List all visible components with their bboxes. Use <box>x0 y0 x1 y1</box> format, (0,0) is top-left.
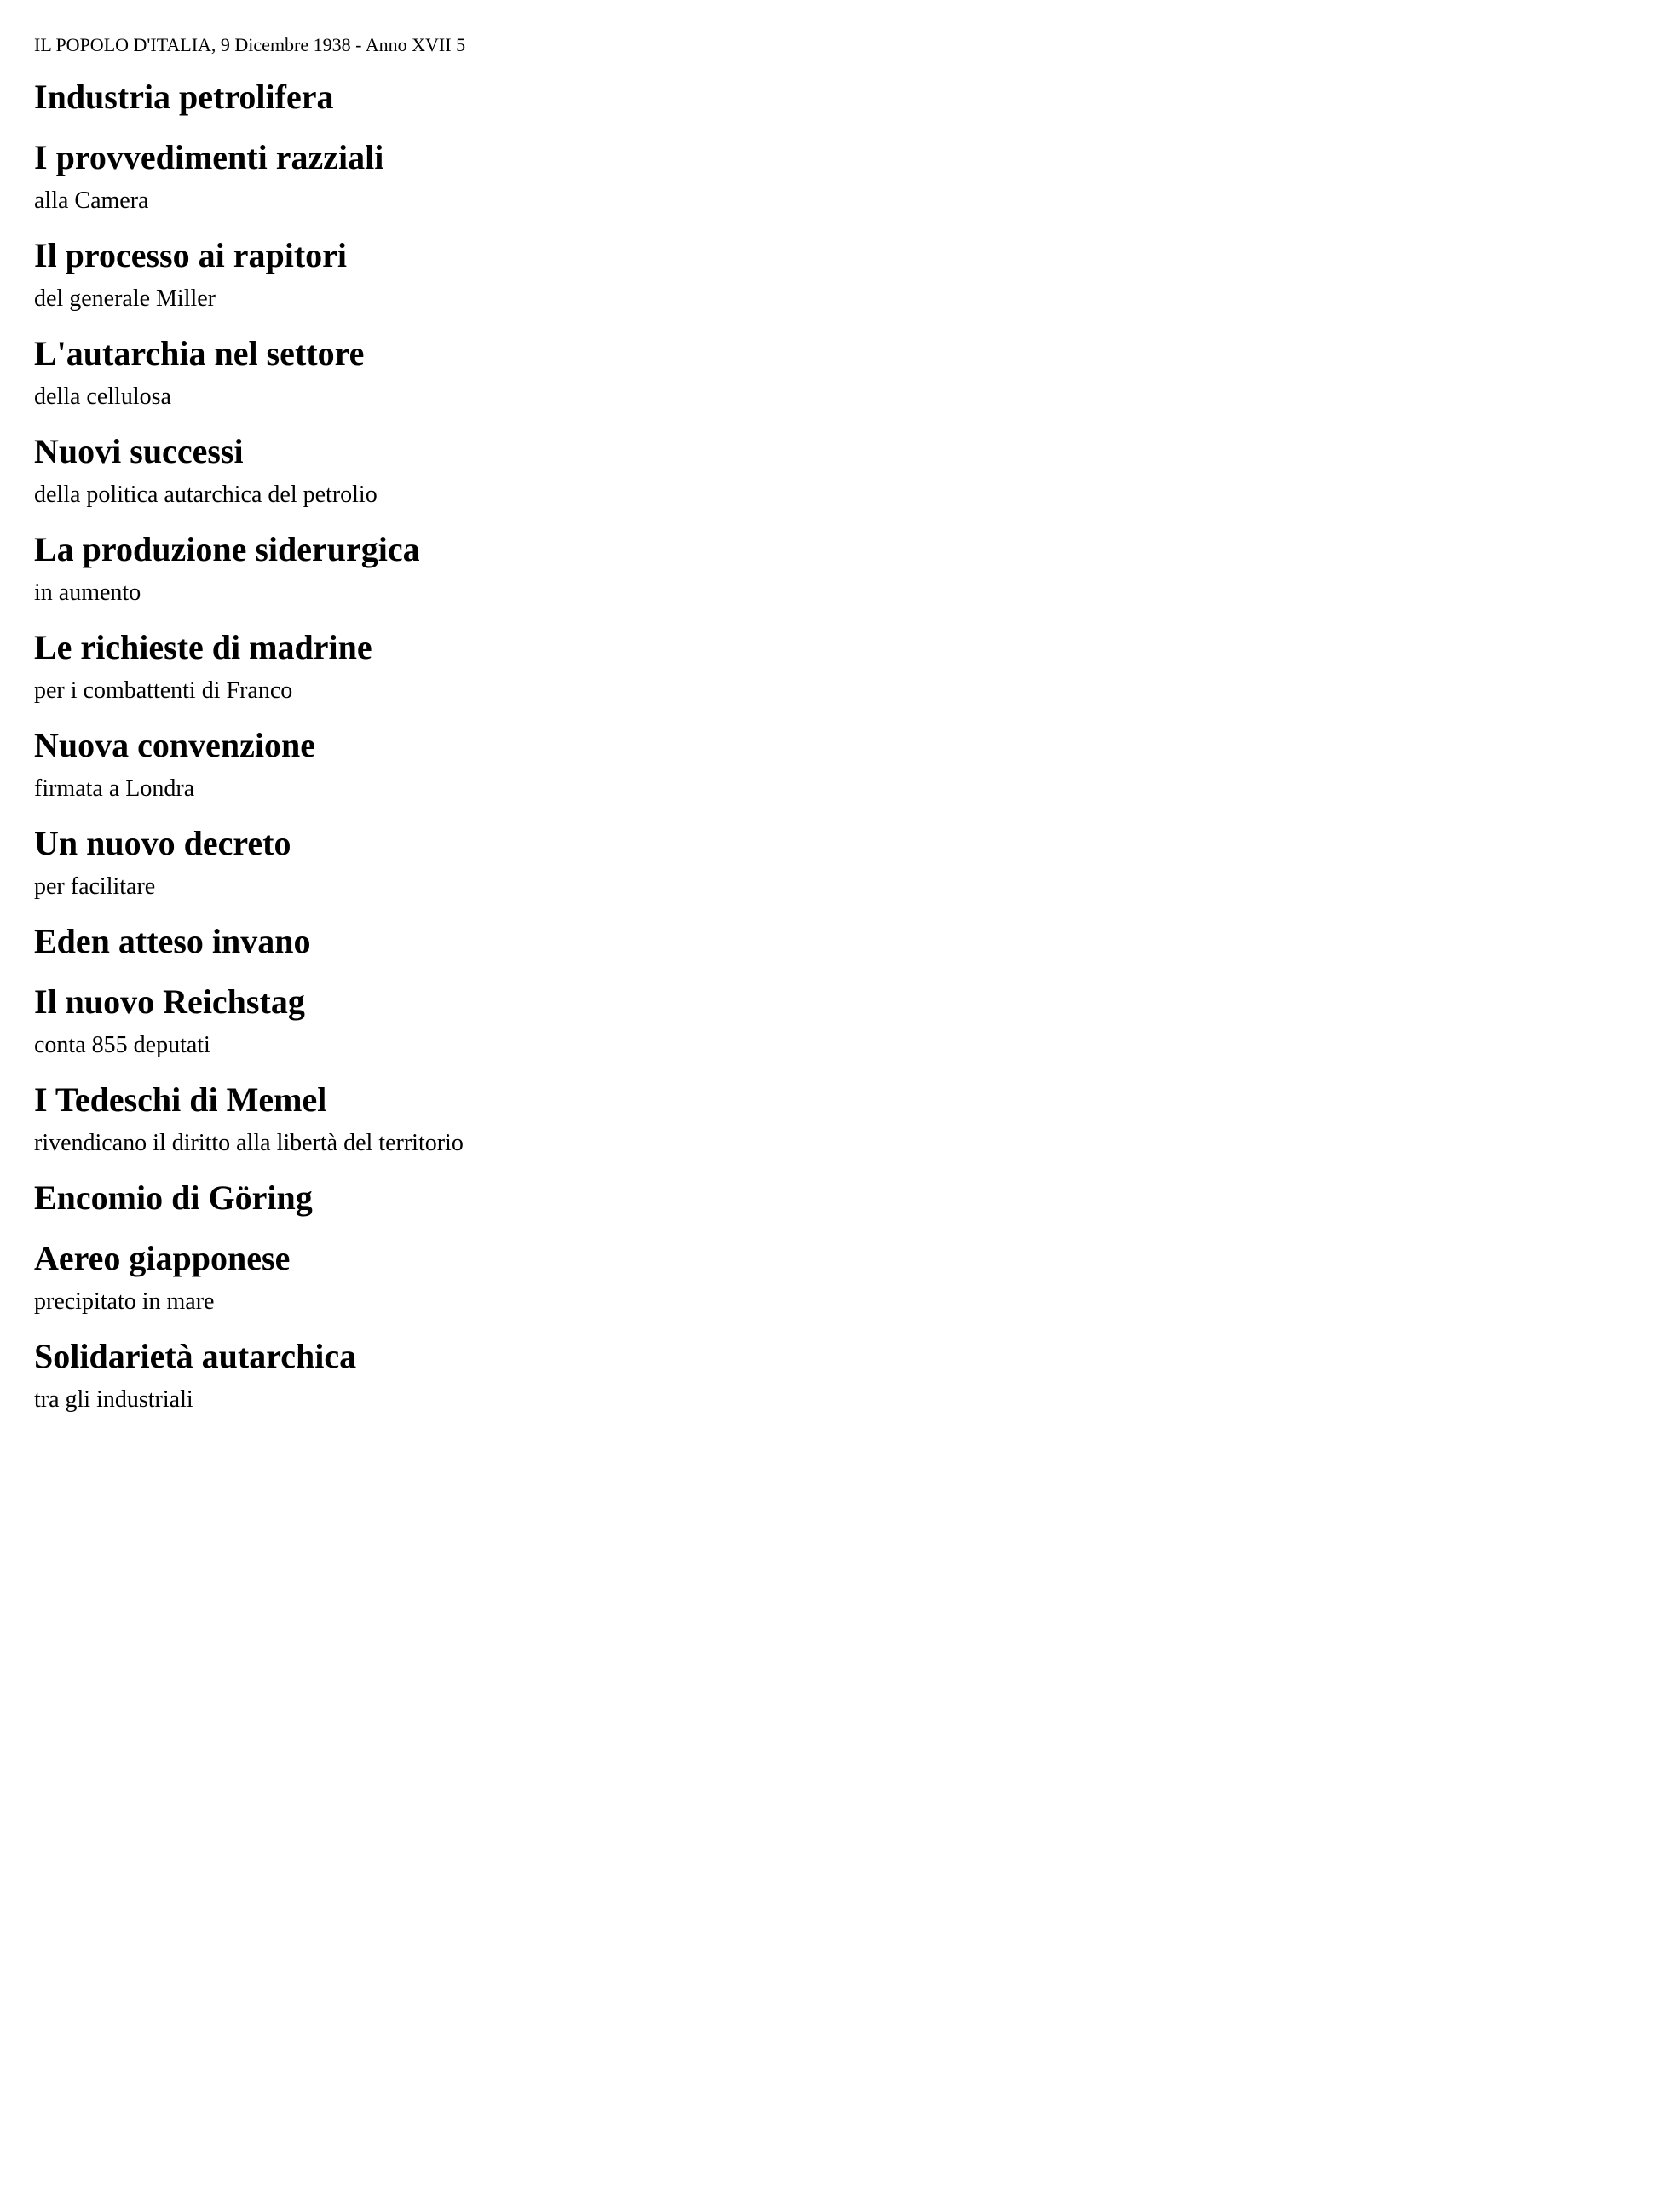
headline-item <box>34 333 1626 411</box>
headline-title: Le richieste di madrine <box>34 628 372 666</box>
page-number: 5 <box>456 34 466 55</box>
masthead <box>34 34 1626 56</box>
headline-title: I provvedimenti razziali <box>34 138 384 176</box>
headline-title: Encomio di Göring <box>34 1178 313 1217</box>
headline-subtitle: conta 855 deputati <box>34 1032 210 1058</box>
headline-title: Industria petrolifera <box>34 78 334 116</box>
headline-item <box>34 823 1626 901</box>
headline-title: Solidarietà autarchica <box>34 1337 357 1375</box>
headline-item <box>34 529 1626 607</box>
headline-item <box>34 235 1626 313</box>
headline-subtitle: alla Camera <box>34 187 149 214</box>
headline-title: Nuovi successi <box>34 432 244 470</box>
headline-subtitle: tra gli industriali <box>34 1386 193 1413</box>
headline-item <box>34 1336 1626 1414</box>
headline-subtitle: della cellulosa <box>34 383 171 410</box>
headline-item <box>34 1080 1626 1157</box>
headline-item <box>34 431 1626 509</box>
headline-title: L'autarchia nel settore <box>34 334 365 372</box>
headline-subtitle: per facilitare <box>34 873 156 900</box>
headline-item <box>34 137 1626 215</box>
headline-subtitle: rivendicano il diritto alla libertà del territorio <box>34 1130 464 1156</box>
headline-subtitle: per i combattenti di Franco <box>34 677 293 704</box>
headline-subtitle: precipitato in mare <box>34 1288 215 1315</box>
headline-item <box>34 921 1626 961</box>
headline-title: Un nuovo decreto <box>34 824 291 862</box>
headline-item <box>34 725 1626 803</box>
masthead-text: IL POPOLO D'ITALIA, 9 Dicembre 1938 - Anno XVII <box>34 34 452 55</box>
headline-list <box>34 77 1626 1414</box>
headline-item <box>34 1178 1626 1218</box>
headline-title: La produzione siderurgica <box>34 530 420 568</box>
headline-title: Aereo giapponese <box>34 1239 291 1277</box>
headline-subtitle: della politica autarchica del petrolio <box>34 481 378 508</box>
headline-title: Il processo ai rapitori <box>34 236 348 274</box>
headline-title: Nuova convenzione <box>34 726 315 764</box>
headline-title: Eden atteso invano <box>34 922 311 960</box>
headline-item <box>34 77 1626 117</box>
headline-title: Il nuovo Reichstag <box>34 982 305 1021</box>
headline-title: I Tedeschi di Memel <box>34 1080 327 1119</box>
headline-item <box>34 627 1626 705</box>
headline-item <box>34 982 1626 1059</box>
headline-item <box>34 1238 1626 1316</box>
headline-subtitle: firmata a Londra <box>34 775 195 802</box>
headline-subtitle: del generale Miller <box>34 285 216 312</box>
headline-subtitle: in aumento <box>34 579 141 606</box>
